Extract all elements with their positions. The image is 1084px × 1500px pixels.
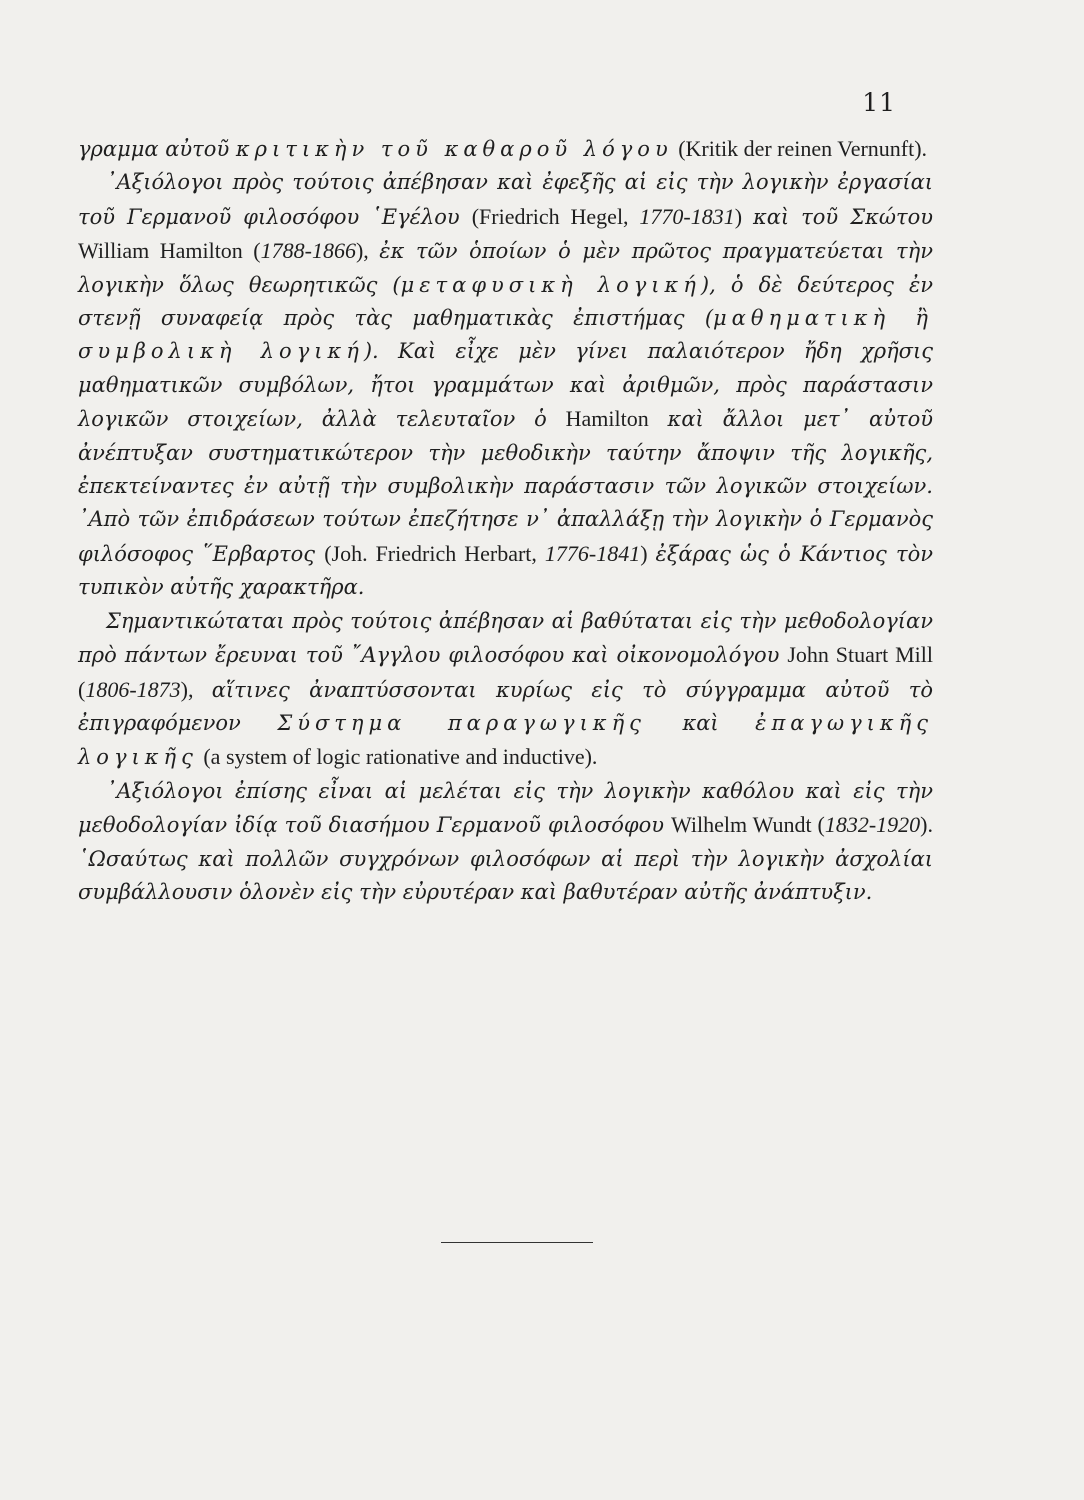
paragraph-wundt: [78, 775, 933, 910]
text-segment: 1776-1841: [544, 540, 641, 566]
text-segment: ).: [920, 812, 933, 838]
page-body-text: [78, 132, 933, 909]
text-segment: ῾Ωσαύτως καὶ πολλῶν συγχρόνων φιλοσόφων αἱ περὶ τὴν λογικὴν ἀσχολίαι συμβάλλουσιν ὁλονὲν εἰς τὴν εὐρυτέραν καὶ βαθυτέραν αὐτῆς ἀνάπτυξιν.: [78, 846, 933, 904]
text-segment: 1770-1831: [639, 203, 735, 229]
text-segment: ἐξάρας ὡς ὁ Κάντιος τὸν τυπικὸν αὐτῆς χαρακτῆρα.: [78, 541, 933, 600]
text-segment: Σημαντικώταται πρὸς τούτοις ἀπέβησαν αἱ βαθύταται εἰς τὴν μεθοδολογίαν πρὸ πάντων ἔρευναι τοῦ ῎Αγγλου φιλοσόφου καὶ οἰκονομολόγου: [78, 608, 933, 668]
text-segment: (Friedrich Hegel,: [471, 203, 640, 229]
text-segment: καὶ τοῦ Σκώτου: [752, 204, 933, 229]
text-segment: 1806-1873: [85, 676, 181, 702]
text-segment: ): [640, 540, 656, 566]
text-segment: αἵτινες ἀναπτύσσονται κυρίως εἰς τὸ σύγγραμμα αὐτοῦ τὸ ἐπιγραφόμενον: [78, 677, 934, 735]
paragraph-mill: [78, 605, 933, 775]
text-segment: 1832-1920: [824, 812, 921, 838]
text-segment: ), ὁ δὲ δεύτερος ἐν στενῇ συναφείᾳ πρὸς τὰς μαθηματικὰς ἐπιστήμας (: [78, 272, 933, 331]
paragraph-hegel-hamilton: [78, 166, 933, 604]
text-segment: (Kritik der reinen Vernunft).: [672, 136, 928, 161]
paragraph-kant-continuation: [78, 132, 933, 166]
text-segment: ἐκ τῶν ὁποίων ὁ μὲν πρῶτος πραγματεύεται τὴν λογικὴν ὅλως θεωρητικῶς (: [78, 239, 933, 297]
text-segment: γραμμα αὐτοῦ: [78, 137, 236, 161]
text-segment: ),: [180, 676, 212, 702]
text-segment: κριτικὴν τοῦ καθαροῦ λόγου: [235, 137, 673, 161]
text-segment: John Stuart Mill (: [78, 642, 933, 702]
section-end-rule: [441, 1242, 593, 1243]
text-segment: ᾿Αξιόλογοι πρὸς τούτοις ἀπέβησαν καὶ ἐφεξῆς αἱ εἰς τὴν λογικὴν ἐργασίαι τοῦ Γερμανοῦ φιλοσόφου ῾Εγέλου: [78, 170, 933, 229]
text-segment: Σύστημα παραγωγικῆς: [277, 710, 646, 735]
text-segment: Hamilton: [565, 406, 649, 432]
text-segment: μεταφυσικὴ λογική: [400, 272, 701, 297]
text-segment: ): [734, 203, 753, 229]
text-segment: ),: [355, 238, 380, 264]
text-segment: ᾿Αξιόλογοι ἐπίσης εἶναι αἱ μελέται εἰς τὴν λογικὴν καθόλου καὶ εἰς τὴν μεθοδολογίαν ἰδίᾳ τοῦ διασήμου Γερμανοῦ φιλοσόφου: [78, 778, 933, 838]
text-segment: καὶ: [645, 710, 756, 735]
text-segment: Wilhelm Wundt (: [671, 812, 825, 838]
text-segment: ). Καὶ εἶχε μὲν γίνει παλαιότερον ἤδη χρῆσις μαθηματικῶν συμβόλων, ἤτοι γραμμάτων καὶ ἀριθμῶν, πρὸς παράστασιν λογικῶν στοιχείων, ἀλλὰ τελευταῖον ὁ: [78, 339, 934, 432]
text-segment: ἐπαγωγικῆς λογικῆς: [78, 710, 933, 770]
text-segment: μαθηματικὴ ἢ συμβολικὴ λογική: [78, 306, 934, 364]
text-segment: (a system of logic rationative and inductive).: [197, 744, 598, 770]
text-segment: (Joh. Friedrich Herbart,: [324, 540, 545, 566]
text-segment: καὶ ἄλλοι μετ᾿ αὐτοῦ ἀνέπτυξαν συστηματικώτερον τὴν μεθοδικὴν ταύτην ἄποψιν τῆς λογικῆς, ἐπεκτείναντες ἐν αὐτῇ τὴν συμβολικὴν παράστασιν τῶν λογικῶν στοιχείων. ᾿Απὸ τῶν ἐπιδράσεων τούτων ἐπεζήτησε ν᾿ ἀπαλλάξῃ τὴν λογικὴν ὁ Γερμανὸς φιλόσοφος ῞Ερβαρτος: [78, 407, 933, 566]
page-number: 11: [862, 88, 896, 117]
text-segment: 1788-1866: [260, 238, 356, 264]
text-segment: William Hamilton (: [78, 238, 261, 264]
